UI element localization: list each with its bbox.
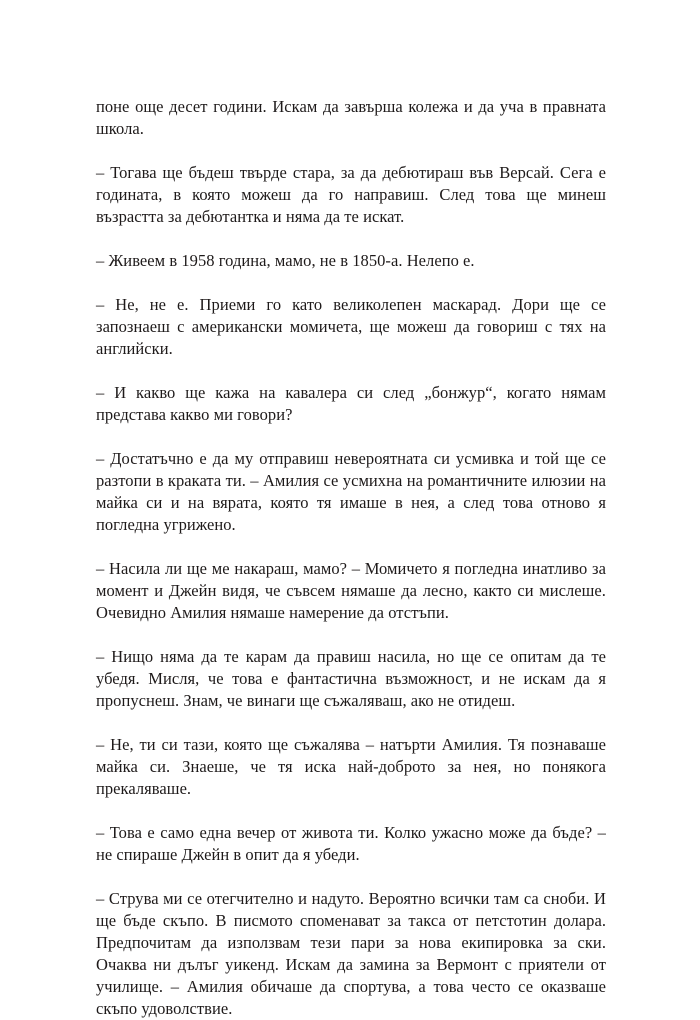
paragraph: – Не, ти си тази, която ще съжалява – натърти Амилия. Тя познаваше майка си. Знаеше, че тя иска най-доброто за нея, но понякога прекаляваше. [96, 735, 606, 798]
paragraph: – Насила ли ще ме накараш, мамо? – Момичето я погледна инатливо за момент и Джейн видя, че съвсем нямаше да лесно, както си мислеше. Очевидно Амилия нямаше намерение да отстъпи. [96, 559, 606, 622]
paragraph: поне още десет години. Искам да завърша колежа и да уча в правната школа. [96, 97, 606, 138]
paragraph: – Живеем в 1958 година, мамо, не в 1850-а. Нелепо е. [96, 251, 475, 270]
paragraph: – Това е само една вечер от живота ти. Колко ужасно може да бъде? – не спираше Джейн в опит да я убеди. [96, 823, 606, 864]
paragraph: – Нищо няма да те карам да правиш насила, но ще се опитам да те убедя. Мисля, че това е фантастична възможност, и не искам да я пропуснеш. Знам, че винаги ще съжаляваш, ако не отидеш. [96, 647, 606, 710]
paragraph: – Тогава ще бъдеш твърде стара, за да дебютираш във Версай. Сега е годината, в която можеш да го направиш. След това ще минеш възрастта за дебютантка и няма да те искат. [96, 163, 606, 226]
document-text [96, 96, 606, 1020]
paragraph: – Достатъчно е да му отправиш невероятната си усмивка и той ще се разтопи в краката ти. – Амилия се усмихна на романтичните илюзии на майка си и на вярата, която тя имаше в нея, а след това отново я погледна угрижено. [96, 449, 606, 534]
paragraph: – Струва ми се отегчително и надуто. Вероятно всички там са сноби. И ще бъде скъпо. В писмото споменават за такса от петстотин долара. Предпочитам да използвам тези пари за нова екипировка за ски. Очаква ни дълъг уикенд. Искам да замина за Вермонт с приятели от училище. – Амилия обичаше да спортува, а това често се оказваше скъпо удоволствие. [96, 889, 606, 1018]
paragraph: – Не, не е. Приеми го като великолепен маскарад. Дори ще се запознаеш с американски момичета, ще можеш да говориш с тях на английски. [96, 295, 606, 358]
paragraph: – И какво ще кажа на кавалера си след „бонжур“, когато нямам представа какво ми говори? [96, 383, 606, 424]
